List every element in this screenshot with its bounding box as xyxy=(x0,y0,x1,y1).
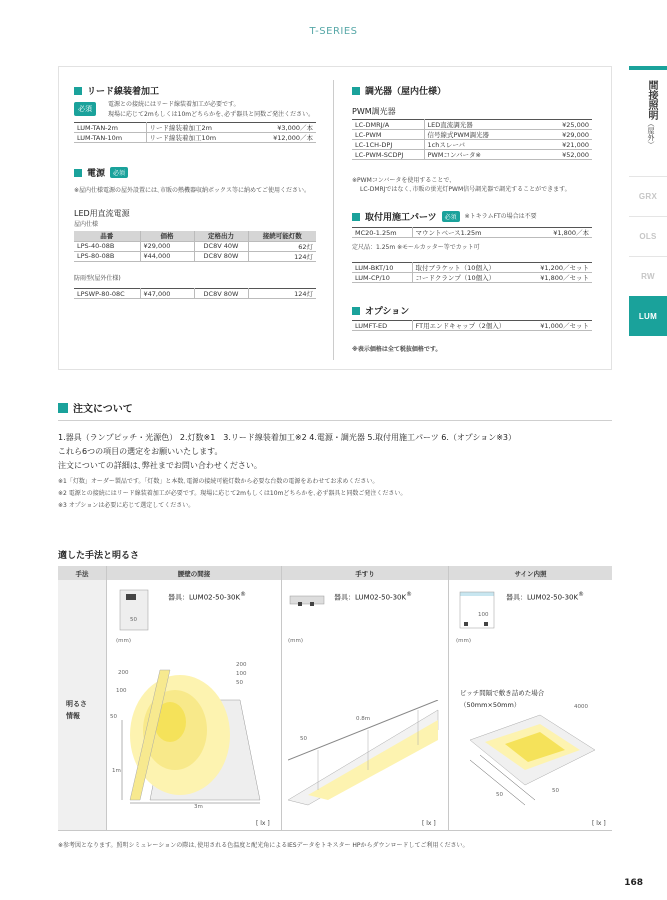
order-note-3: ※3 オプションは必要に応じて選定してください。 xyxy=(58,502,195,509)
sign-illuminance-diagram xyxy=(460,710,600,810)
table-row xyxy=(74,241,316,251)
dimmer-price: ¥25,000 xyxy=(537,120,592,130)
fixture-text: 器具：LUM02-50-30K xyxy=(506,593,579,602)
wall-level-200: 200 xyxy=(118,670,129,676)
dimmer-code: LC-PWM-SCDPJ xyxy=(352,150,424,160)
lead-desc: リード線装着加工2m xyxy=(146,123,250,133)
side-tab-grx[interactable]: GRX xyxy=(629,176,667,216)
mount-code: MC20-1.25m xyxy=(352,228,412,238)
sign-mm-label: (mm) xyxy=(456,638,472,644)
mount-price: ¥1,800／セット xyxy=(522,273,592,283)
mount-desc: マウントベース1.25m xyxy=(412,228,526,238)
methods-col-divider xyxy=(448,566,449,830)
table-row xyxy=(352,130,592,140)
order-rule xyxy=(58,420,612,421)
power-code: LPSWP-80-08C xyxy=(74,289,140,299)
mount-desc: コードクランプ（10個入） xyxy=(412,273,522,283)
wall-width: 3m xyxy=(194,804,203,810)
spec-divider xyxy=(333,80,334,360)
wall-level-100: 100 xyxy=(116,688,127,694)
table-row xyxy=(74,123,316,133)
wall-dim: 50 xyxy=(130,617,137,623)
power-output: DC8V 40W xyxy=(194,241,248,251)
heading-square-icon xyxy=(352,307,360,315)
sign-dim: 100 xyxy=(478,612,489,618)
heading-square-icon xyxy=(352,213,360,221)
methods-col-divider xyxy=(106,566,107,830)
power-table xyxy=(74,231,316,262)
mount-code: LUM-BKT/10 xyxy=(352,263,412,273)
col-header: 価格 xyxy=(140,231,194,241)
wall-section-diagram xyxy=(116,588,156,632)
power-price: ¥44,000 xyxy=(140,251,194,261)
table-row xyxy=(352,321,592,331)
power-required-badge: 必須 xyxy=(110,167,128,178)
lead-required-badge: 必須 xyxy=(74,102,96,116)
heading-square-icon xyxy=(352,87,360,95)
methods-bottom-rule xyxy=(58,830,612,831)
sign-caption-1: ピッチ間隔で敷き詰めた場合 xyxy=(460,689,545,697)
dimmer-note-1: ※PWMコンバータを使用することで、 xyxy=(352,177,456,184)
dimmer-desc: 1chスレーバ xyxy=(424,140,537,150)
option-table xyxy=(352,320,592,331)
order-line-1: 1.器具（ランプピッチ・光源色） 2.灯数※1 3.リード線装着加工※2 4.電源・調光器 5.取付用施工パーツ 6.（オプション※3） xyxy=(58,433,516,442)
side-tab-accent-bar xyxy=(629,66,667,70)
methods-col-divider xyxy=(281,566,282,830)
handrail-mm-label: (mm) xyxy=(288,638,304,644)
lead-price: ¥3,000／本 xyxy=(250,123,316,133)
wall-mm-label: (mm) xyxy=(116,638,132,644)
power-price: ¥47,000 xyxy=(140,289,194,299)
wall-level-b-200: 200 xyxy=(236,662,247,668)
dimmer-price: ¥21,000 xyxy=(537,140,592,150)
sign-section-diagram xyxy=(456,588,500,632)
methods-header-sign: サイン内照 xyxy=(449,566,612,580)
col-header: 定格出力 xyxy=(194,231,248,241)
heading-square-icon xyxy=(74,87,82,95)
mount-required-badge: 必須 xyxy=(442,211,460,222)
fixture-text: 器具：LUM02-50-30K xyxy=(168,593,241,602)
power-outdoor-table xyxy=(74,288,316,299)
handrail-dim: 0.8m xyxy=(356,716,371,722)
dimmer-price: ¥29,000 xyxy=(537,130,592,140)
fixture-mark: ® xyxy=(406,592,412,598)
main-label-sub: （屋外） xyxy=(647,120,655,148)
power-note: ※屋内仕様電源の屋外設置には､市販の熱機器収納ボックス等に納めてご使用ください。 xyxy=(74,187,310,194)
tax-note: ※表示価格は全て税抜価格です。 xyxy=(352,346,442,353)
option-desc: FT用エンドキャップ（2個入） xyxy=(412,321,527,331)
wall-lx-label: [ lx ] xyxy=(256,820,270,827)
lead-price: ¥12,000／本 xyxy=(250,133,316,143)
col-header: 品番 xyxy=(74,231,140,241)
lead-note-2: 現場に応じて2mもしくは10mどちらかを､必ず器具と同数ご発注ください。 xyxy=(108,111,315,118)
lead-code: LUM-TAN-10m xyxy=(74,133,146,143)
sign-caption-2: （50mm×50mm） xyxy=(460,701,521,709)
wall-section-svg xyxy=(116,588,156,632)
option-section-heading xyxy=(352,304,409,317)
side-tab-ols[interactable]: OLS xyxy=(629,216,667,256)
lead-table xyxy=(74,122,316,143)
power-subtitle: LED用直流電源 xyxy=(74,209,130,218)
wall-height: 1m xyxy=(112,768,121,774)
table-row xyxy=(352,263,592,273)
handrail-level: 50 xyxy=(300,736,307,742)
table-row xyxy=(352,273,592,283)
col-header: 接続可能灯数 xyxy=(248,231,316,241)
mount-table-1 xyxy=(352,227,592,238)
power-code: LPS-40-08B xyxy=(74,241,140,251)
dimmer-note-2: LC-DMRJではなく､市販の蛍光灯PWM信号調光器で調光することができます。 xyxy=(360,186,571,193)
dimmer-price: ¥52,000 xyxy=(537,150,592,160)
power-count: 62灯 xyxy=(248,241,316,251)
table-row xyxy=(352,150,592,160)
handrail-fixture-label xyxy=(334,592,412,602)
option-title: オプション xyxy=(365,307,410,317)
mount-section-heading xyxy=(352,210,537,223)
methods-header-handrail: 手すり xyxy=(282,566,448,580)
dimmer-title: 調光器（屋内仕様） xyxy=(365,87,447,97)
side-tab-rw[interactable]: RW xyxy=(629,256,667,296)
power-count: 124灯 xyxy=(248,251,316,261)
handrail-section-diagram xyxy=(288,588,328,632)
handrail-section-svg xyxy=(288,588,328,632)
methods-row-label xyxy=(66,698,87,722)
wall-level-50: 50 xyxy=(110,714,117,720)
heading-square-icon xyxy=(58,403,68,413)
side-tab-main-label xyxy=(639,80,657,148)
order-section-heading xyxy=(58,400,133,415)
handrail-lx-label: [ lx ] xyxy=(422,820,436,827)
page-number: 168 xyxy=(624,878,643,888)
series-title: T-SERIES xyxy=(309,26,358,37)
order-note-1: ※1「灯数」オーダー製品です。「灯数」と本数､電源の接続可能灯数から必要な台数の電源をあわせてお求めください。 xyxy=(58,478,379,485)
footnote: ※参考図となります。照明シミュレーションの際は､使用される色温度と配光角によるIESデータをトキスター HPからダウンロードしてご利用ください。 xyxy=(58,842,469,849)
wall-level-b-50: 50 xyxy=(236,680,243,686)
mount-price: ¥1,800／本 xyxy=(526,228,592,238)
sign-fixture-label xyxy=(506,592,584,602)
mount-table-2 xyxy=(352,262,592,283)
dimmer-desc: PWMコンバータ※ xyxy=(424,150,537,160)
option-price: ¥1,000／セット xyxy=(527,321,592,331)
mount-badge-note: ※トキラムFTの場合は不要 xyxy=(464,213,537,220)
dimmer-desc: 信号線式PWM調光器 xyxy=(424,130,537,140)
sign-level: 4000 xyxy=(574,704,588,710)
sign-section-svg xyxy=(456,588,500,632)
mount-title: 取付用施工パーツ xyxy=(365,213,437,223)
sign-illuminance-svg xyxy=(460,710,600,810)
dimmer-code: LC-PWM xyxy=(352,130,424,140)
dimmer-section-heading xyxy=(352,84,446,97)
order-title: 注文について xyxy=(73,404,133,415)
wall-illuminance-svg xyxy=(110,660,275,810)
mount-price: ¥1,200／セット xyxy=(522,263,592,273)
table-row xyxy=(352,140,592,150)
table-row xyxy=(74,289,316,299)
lead-title: リード線装着加工 xyxy=(87,87,160,97)
methods-title: 適した手法と明るさ xyxy=(58,551,140,561)
dimmer-desc: LED直流調光器 xyxy=(424,120,537,130)
power-title: 電源 xyxy=(87,169,106,179)
heading-square-icon xyxy=(74,169,82,177)
table-row xyxy=(74,251,316,261)
lead-code: LUM-TAN-2m xyxy=(74,123,146,133)
fixture-mark: ® xyxy=(578,592,584,598)
order-line-3: 注文についての詳細は､弊社までお問い合わせください。 xyxy=(58,461,262,470)
order-note-2: ※2 電源との接続にはリード線装着加工が必要です。現場に応じて2mもしくは10mどちらかを､必ず器具と同数ご発注ください。 xyxy=(58,490,407,497)
mount-note: 定尺品：1.25m ※モールカッター等でカット可 xyxy=(352,244,480,251)
power-output: DC8V 80W xyxy=(194,251,248,261)
table-row xyxy=(74,133,316,143)
pwm-title: PWM調光器 xyxy=(352,107,396,116)
fixture-text: 器具：LUM02-50-30K xyxy=(334,593,407,602)
wall-level-b-100: 100 xyxy=(236,671,247,677)
lead-desc: リード線装着加工10m xyxy=(146,133,250,143)
power-count: 124灯 xyxy=(248,289,316,299)
row-label-line2: 情報 xyxy=(66,712,80,720)
table-header-row xyxy=(74,231,316,241)
mount-desc: 取付ブラケット（10個入） xyxy=(412,263,522,273)
option-code: LUMFT-ED xyxy=(352,321,412,331)
lead-section-heading xyxy=(74,84,159,97)
mount-code: LUM-CP/10 xyxy=(352,273,412,283)
order-line-2: これら6つの項目の選定をお願いいたします。 xyxy=(58,447,223,456)
table-row xyxy=(352,228,592,238)
power-outdoor-label: 防雨型(屋外仕様) xyxy=(74,275,121,282)
lead-note-1: 電源との接続にはリード線装着加工が必要です。 xyxy=(108,101,240,108)
power-price: ¥29,000 xyxy=(140,241,194,251)
row-label-line1: 明るさ xyxy=(66,700,87,708)
dimmer-code: LC-1CH-DPJ xyxy=(352,140,424,150)
power-section-heading xyxy=(74,166,128,179)
sign-dim-a: 50 xyxy=(496,792,503,798)
sign-lx-label: [ lx ] xyxy=(592,820,606,827)
dimmer-table xyxy=(352,119,592,160)
power-code: LPS-80-08B xyxy=(74,251,140,261)
power-indoor-label: 屋内仕様 xyxy=(74,221,99,228)
fixture-mark: ® xyxy=(240,592,246,598)
main-label-text: 間接照明 xyxy=(646,80,657,120)
methods-header-wall: 腰壁の間接 xyxy=(107,566,281,580)
dimmer-code: LC-DMRJ/A xyxy=(352,120,424,130)
wall-fixture-label xyxy=(168,592,246,602)
wall-illuminance-diagram xyxy=(110,660,275,810)
side-tab-lum[interactable]: LUM xyxy=(629,296,667,336)
methods-header-method: 手法 xyxy=(58,566,106,580)
power-output: DC8V 80W xyxy=(194,289,248,299)
sign-dim-b: 50 xyxy=(552,788,559,794)
table-row xyxy=(352,120,592,130)
